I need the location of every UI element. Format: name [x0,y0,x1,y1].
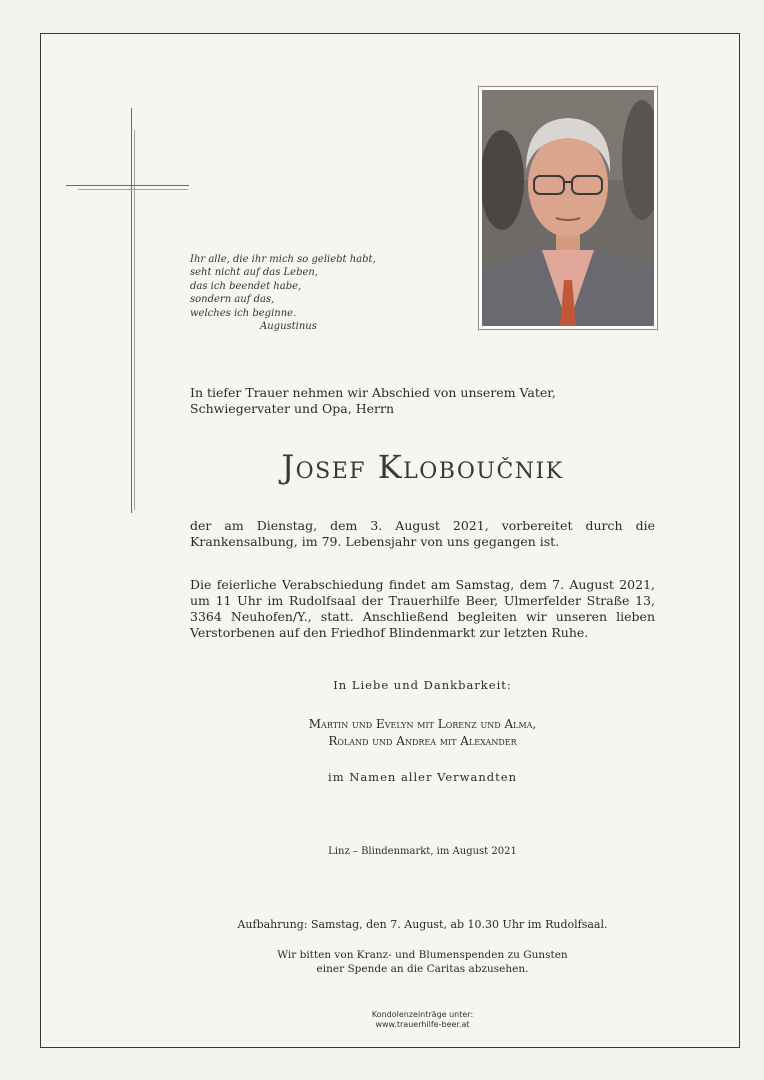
intro-text: In tiefer Trauer nehmen wir Abschied von unserem Vater, Schwiegervater und Opa, Herrn [190,385,556,416]
portrait-photo [478,86,658,330]
quote-line: sondern auf das, [190,294,275,306]
cross-icon-beam [66,185,189,186]
cross-icon-beam-shadow [78,189,188,190]
quote-line: das ich beendet habe, [190,280,302,292]
thanks-line: In Liebe und Dankbarkeit: [333,678,512,692]
ceremony-paragraph: Die feierliche Verabschiedung findet am Samstag, dem 7. August 2021, um 11 Uhr im Rudolfsaal der Trauerhilfe Beer, Ulmerfelder Straße 13, 3364 Neuhofen/Y., statt. Anschließend begleiten wir unseren lieben Verstorbenen auf den Friedhof Blindenmarkt zur letzten Ruhe. [190,577,655,640]
relatives-line: im Namen aller Verwandten [328,770,517,784]
cross-icon [131,108,132,513]
condolence-link[interactable]: www.trauerhilfe-beer.at [375,1020,470,1029]
quote-line: Ihr alle, die ihr mich so geliebt habt, [190,254,376,265]
place-date: Linz – Blindenmarkt, im August 2021 [328,846,517,857]
condolence-info [190,1010,655,1030]
cross-icon-shadow [134,130,135,510]
plea-line: Wir bitten von Kranz- und Blumenspenden zu Gunsten [277,949,568,961]
memorial-quote [190,253,450,333]
quote-author: Augustinus [260,321,317,333]
quote-line: welches ich beginne. [190,307,297,319]
family-line: Martin und Evelyn mit Lorenz und Alma, [308,717,537,731]
condolence-label: Kondolenzeinträge unter: [371,1010,474,1019]
plea-line: einer Spende an die Caritas abzusehen. [316,963,529,975]
wake-info: Aufbahrung: Samstag, den 7. August, ab 10.30 Uhr im Rudolfsaal. [237,918,608,931]
portrait-photo-icon [482,90,654,326]
quote-line: seht nicht auf das Leben, [190,267,319,279]
family-names [190,716,655,750]
death-notice-paragraph: der am Dienstag, dem 3. August 2021, vorbereitet durch die Krankensalbung, im 79. Lebensjahr von uns gegangen ist. [190,518,655,549]
deceased-name: Josef Kloboučnik [281,448,564,486]
family-line: Roland und Andrea mit Alexander [328,734,517,748]
donation-plea [190,948,655,976]
